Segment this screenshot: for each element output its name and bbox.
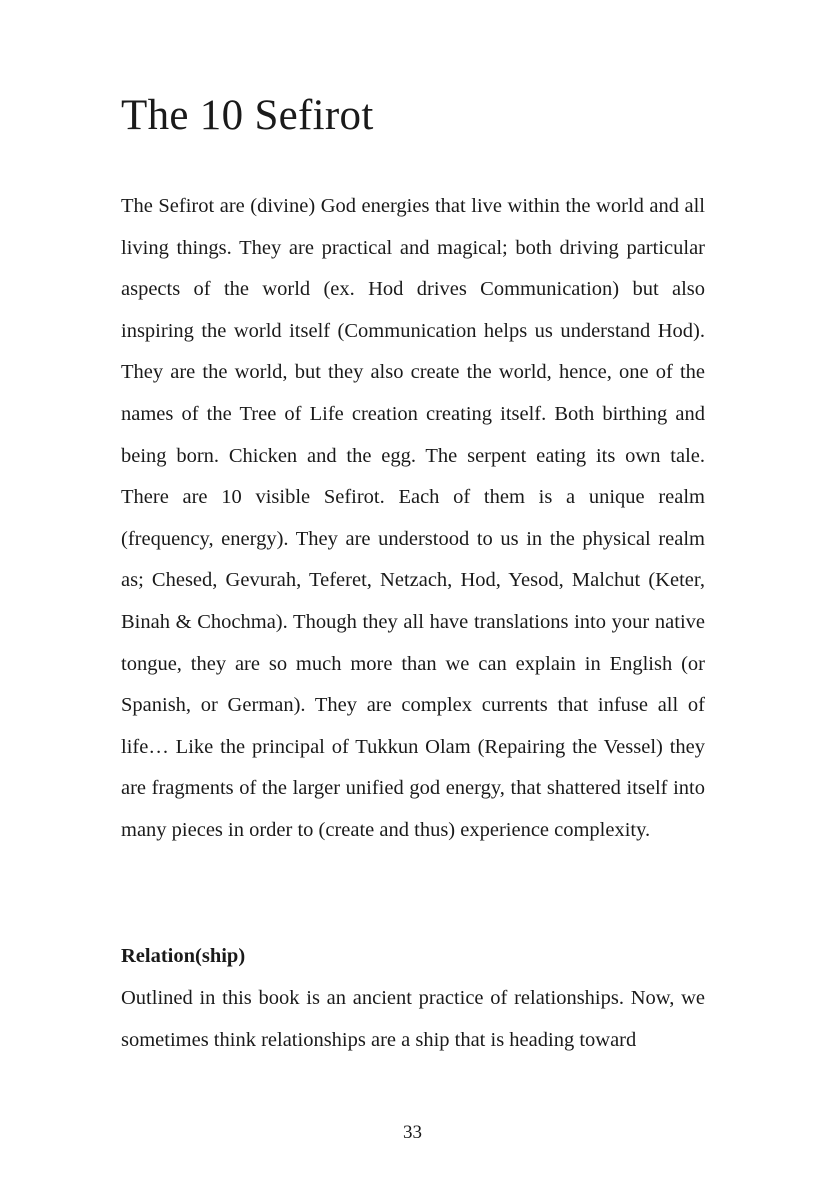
page-number: 33 xyxy=(403,1122,422,1143)
section-paragraph: Outlined in this book is an ancient practice of relationships. Now, we sometimes think relationships are a ship that is heading toward xyxy=(121,987,705,1051)
section-heading: Relation(ship) xyxy=(121,945,246,967)
intro-paragraph: The Sefirot are (divine) God energies that live within the world and all living things. They are practical and magical; both driving particular aspects of the world (ex. Hod drives Communication) but also inspiring the world itself (Communication helps us understand Hod). They are the world, but they also create the world, hence, one of the names of the Tree of Life creation creating itself. Both birthing and being born. Chicken and the egg. The serpent eating its own tale. There are 10 visible Sefirot. Each of them is a unique realm (frequency, energy). They are understood to us in the physical realm as; Chesed, Gevurah, Teferet, Netzach, Hod, Yesod, Malchut (Keter, Binah & Chochma). Though they all have translations into your native tongue, they are so much more than we can explain in English (or Spanish, or German). They are complex currents that infuse all of life… Like the principal of Tukkun Olam (Repairing the Vessel) they are fragments of the larger unified god energy, that shattered itself into many pieces in order to (create and thus) experience complexity. xyxy=(121,195,705,841)
page-title: The 10 Sefirot xyxy=(121,92,374,139)
